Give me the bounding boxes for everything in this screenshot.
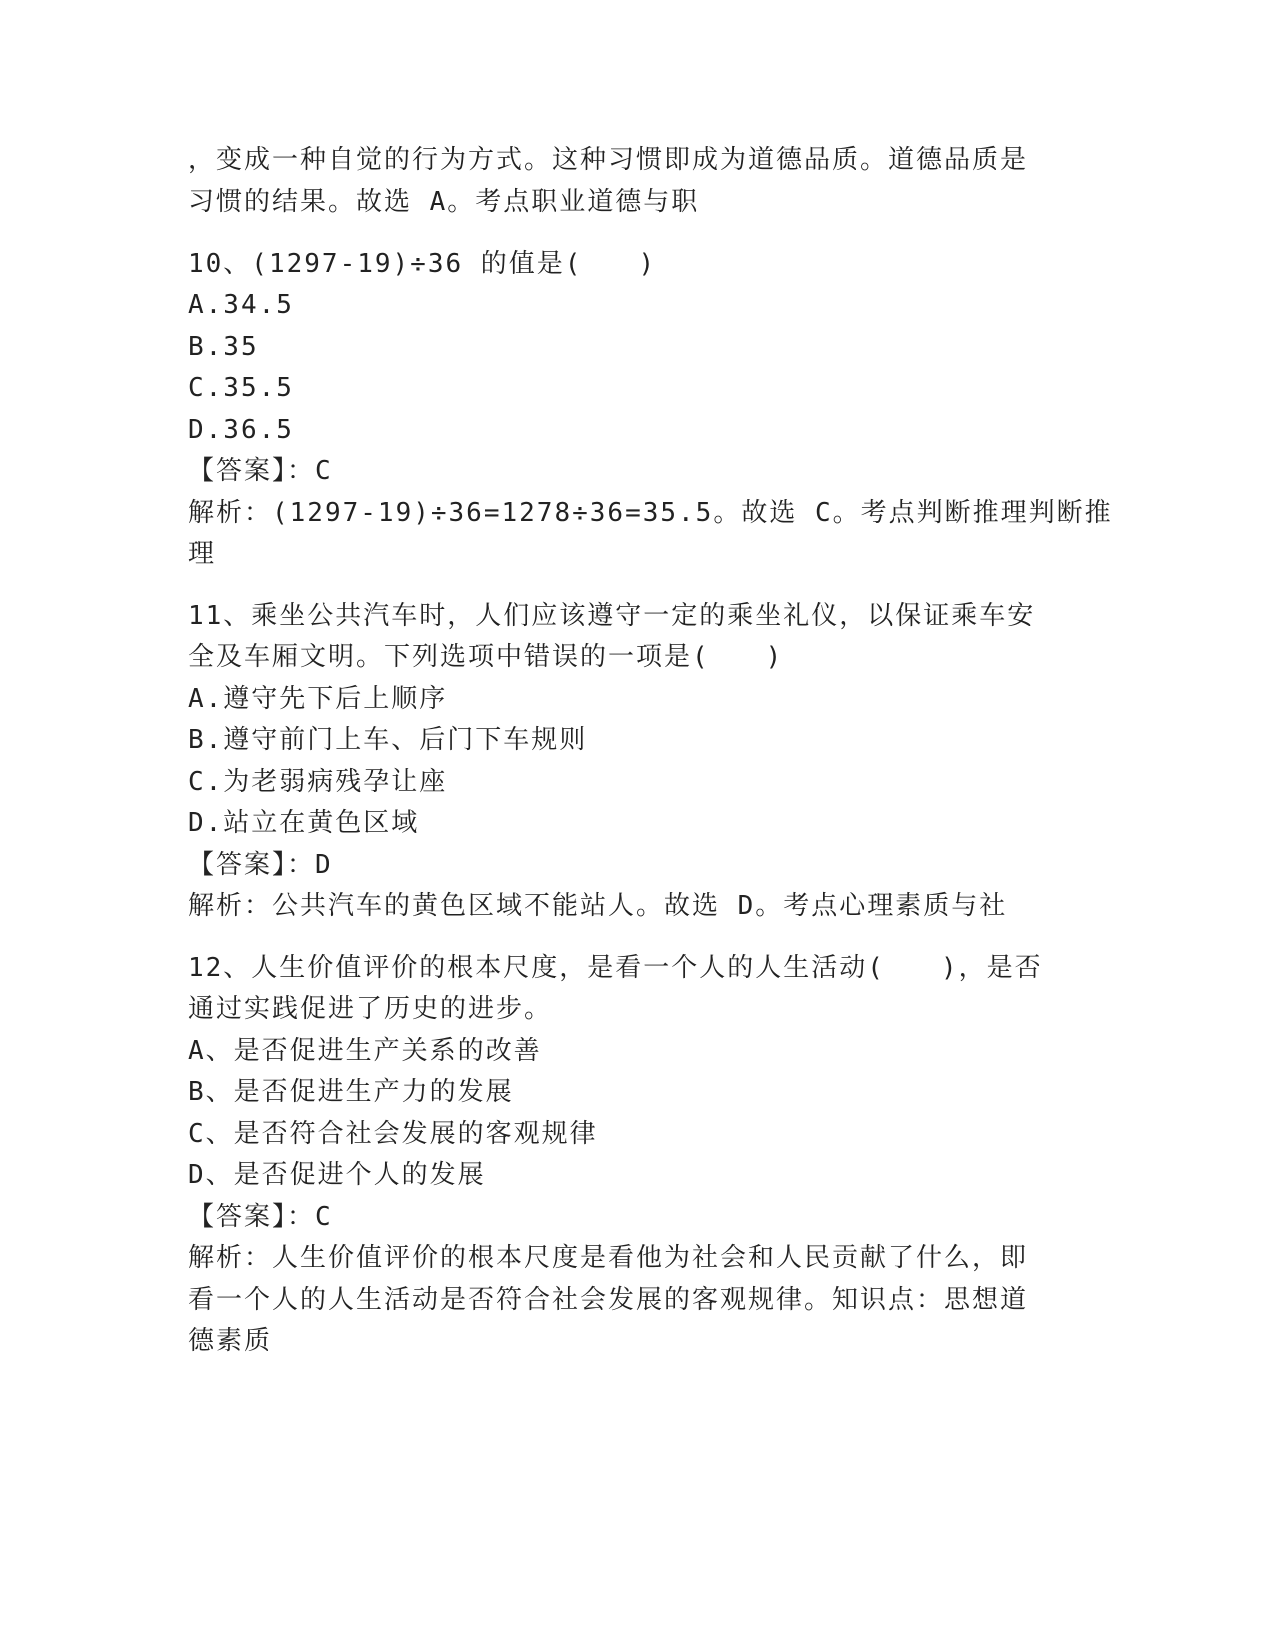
question-12-option-b: B、是否促进生产力的发展 bbox=[188, 1077, 514, 1107]
question-12-answer: 【答案】：C bbox=[188, 1202, 333, 1232]
question-10-explanation-line-2: 理 bbox=[188, 539, 217, 569]
question-10-option-d: D.36.5 bbox=[188, 415, 294, 445]
question-10-answer: 【答案】：C bbox=[188, 456, 333, 486]
question-10-option-c: C.35.5 bbox=[188, 373, 294, 403]
question-12-option-a: A、是否促进生产关系的改善 bbox=[188, 1036, 542, 1066]
question-12-explanation-line-3: 德素质 bbox=[188, 1326, 273, 1356]
question-10-explanation-line-1: 解析：(1297-19)÷36=1278÷36=35.5。故选 C。考点判断推理判断推 bbox=[188, 498, 1113, 528]
prev-explanation-line-2: 习惯的结果。故选 A。考点职业道德与职 bbox=[188, 187, 700, 217]
question-12-explanation-line-2: 看一个人的人生活动是否符合社会发展的客观规律。知识点：思想道 bbox=[188, 1285, 1029, 1315]
question-12-stem-line-1: 12、人生价值评价的根本尺度，是看一个人的人生活动( )，是否 bbox=[188, 953, 1043, 983]
question-11-option-a: A.遵守先下后上顺序 bbox=[188, 684, 448, 714]
question-12-stem-line-2: 通过实践促进了历史的进步。 bbox=[188, 994, 553, 1024]
question-11-option-c: C.为老弱病残孕让座 bbox=[188, 767, 448, 797]
question-11-answer: 【答案】：D bbox=[188, 850, 333, 880]
question-12-option-c: C、是否符合社会发展的客观规律 bbox=[188, 1119, 598, 1149]
question-10-stem: 10、(1297-19)÷36 的值是( ) bbox=[188, 249, 657, 279]
question-12-explanation-line-1: 解析：人生价值评价的根本尺度是看他为社会和人民贡献了什么，即 bbox=[188, 1243, 1029, 1273]
question-10-option-a: A.34.5 bbox=[188, 290, 294, 320]
question-10-option-b: B.35 bbox=[188, 332, 259, 362]
question-11-option-b: B.遵守前门上车、后门下车规则 bbox=[188, 725, 588, 755]
question-12-option-d: D、是否促进个人的发展 bbox=[188, 1160, 486, 1190]
question-11-explanation-line-1: 解析：公共汽车的黄色区域不能站人。故选 D。考点心理素质与社 bbox=[188, 891, 1008, 921]
question-11-stem-line-2: 全及车厢文明。下列选项中错误的一项是( ) bbox=[188, 642, 784, 672]
question-11-option-d: D.站立在黄色区域 bbox=[188, 808, 420, 838]
question-11-stem-line-1: 11、乘坐公共汽车时，人们应该遵守一定的乘坐礼仪，以保证乘车安 bbox=[188, 601, 1036, 631]
prev-explanation-line-1: ，变成一种自觉的行为方式。这种习惯即成为道德品质。道德品质是 bbox=[188, 145, 1029, 175]
